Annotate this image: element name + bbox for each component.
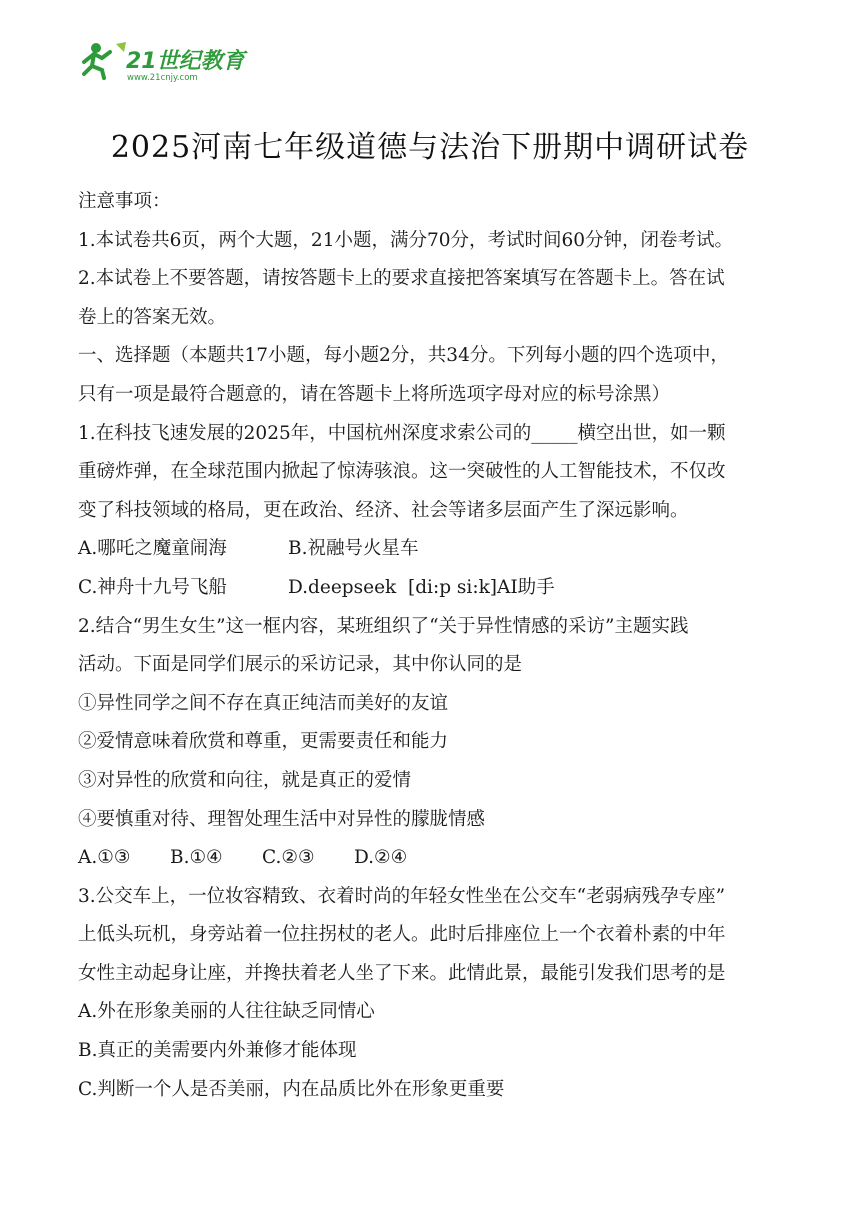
q1-stem-a: 1.在科技飞速发展的2025年，中国杭州深度求索公司的_____横空出世，如一颗 [78, 422, 726, 444]
q1-option-b: B.祝融号火星车 [288, 538, 419, 560]
q3-option-c: C.判断一个人是否美丽，内在品质比外在形象更重要 [78, 1078, 505, 1100]
q3-stem-b: 上低头玩机，身旁站着一位拄拐杖的老人。此时后排座位上一个衣着朴素的中年 [78, 924, 726, 946]
q2-option-a: A.①③ [78, 847, 131, 869]
exam-content [78, 188, 790, 1114]
q2-option-d: D.②④ [354, 847, 408, 869]
notice-heading: 注意事项： [78, 191, 171, 212]
notice-item-2b: 卷上的答案无效。 [78, 306, 227, 328]
q1-option-d: D.deepseek [di:p si:k]AI助手 [288, 576, 555, 598]
q2-option-c: C.②③ [262, 847, 315, 869]
logo [80, 40, 250, 82]
q2-stem-a: 2.结合“男生女生”这一框内容，某班组织了“关于异性情感的采访”主题实践 [78, 615, 689, 637]
notice-item-1: 1.本试卷共6页，两个大题，21小题，满分70分，考试时间60分钟，闭卷考试。 [78, 229, 734, 251]
q3-option-a: A.外在形象美丽的人往往缺乏同情心 [78, 1001, 375, 1023]
q2-statement-2: ②爱情意味着欣赏和尊重，更需要责任和能力 [78, 731, 449, 753]
q1-stem-b: 重磅炸弹，在全球范围内掀起了惊涛骇浪。这一突破性的人工智能技术，不仅改 [78, 461, 726, 483]
q2-statement-3: ③对异性的欣赏和向往，就是真正的爱情 [78, 769, 412, 791]
q1-options-row-1 [78, 535, 790, 563]
page-title: 2025河南七年级道德与法治下册期中调研试卷 [110, 130, 750, 165]
q3-stem-c: 女性主动起身让座，并搀扶着老人坐了下来。此情此景，最能引发我们思考的是 [78, 962, 726, 984]
section-heading-b: 只有一项是最符合题意的，请在答题卡上将所选项字母对应的标号涂黑） [78, 383, 671, 405]
runner-logo-icon [80, 40, 250, 82]
q1-option-c: C.神舟十九号飞船 [78, 576, 227, 598]
q2-stem-b: 活动。下面是同学们展示的采访记录，其中你认同的是 [78, 654, 523, 676]
q2-options-row [78, 844, 790, 872]
q1-stem-c: 变了科技领域的格局，更在政治、经济、社会等诸多层面产生了深远影响。 [78, 499, 689, 521]
logo-main-text: 21世纪教育 [126, 49, 245, 74]
logo-url-text: www.21cnjy.com [127, 73, 198, 82]
q1-options-row-2 [78, 574, 790, 602]
notice-item-2a: 2.本试卷上不要答题，请按答题卡上的要求直接把答案填写在答题卡上。答在试 [78, 268, 725, 290]
q2-statement-1: ①异性同学之间不存在真正纯洁而美好的友谊 [78, 692, 449, 714]
q3-stem-a: 3.公交车上，一位妆容精致、衣着时尚的年轻女性坐在公交车“老弱病残孕专座” [78, 885, 726, 907]
section-heading-a: 一、选择题（本题共17小题，每小题2分，共34分。下列每小题的四个选项中， [78, 345, 729, 367]
q1-option-a: A.哪吒之魔童闹海 [78, 538, 227, 560]
q2-option-b: B.①④ [170, 847, 223, 869]
q3-option-b: B.真正的美需要内外兼修才能体现 [78, 1040, 357, 1062]
q2-statement-4: ④要慎重对待、理智处理生活中对异性的朦胧情感 [78, 808, 486, 830]
